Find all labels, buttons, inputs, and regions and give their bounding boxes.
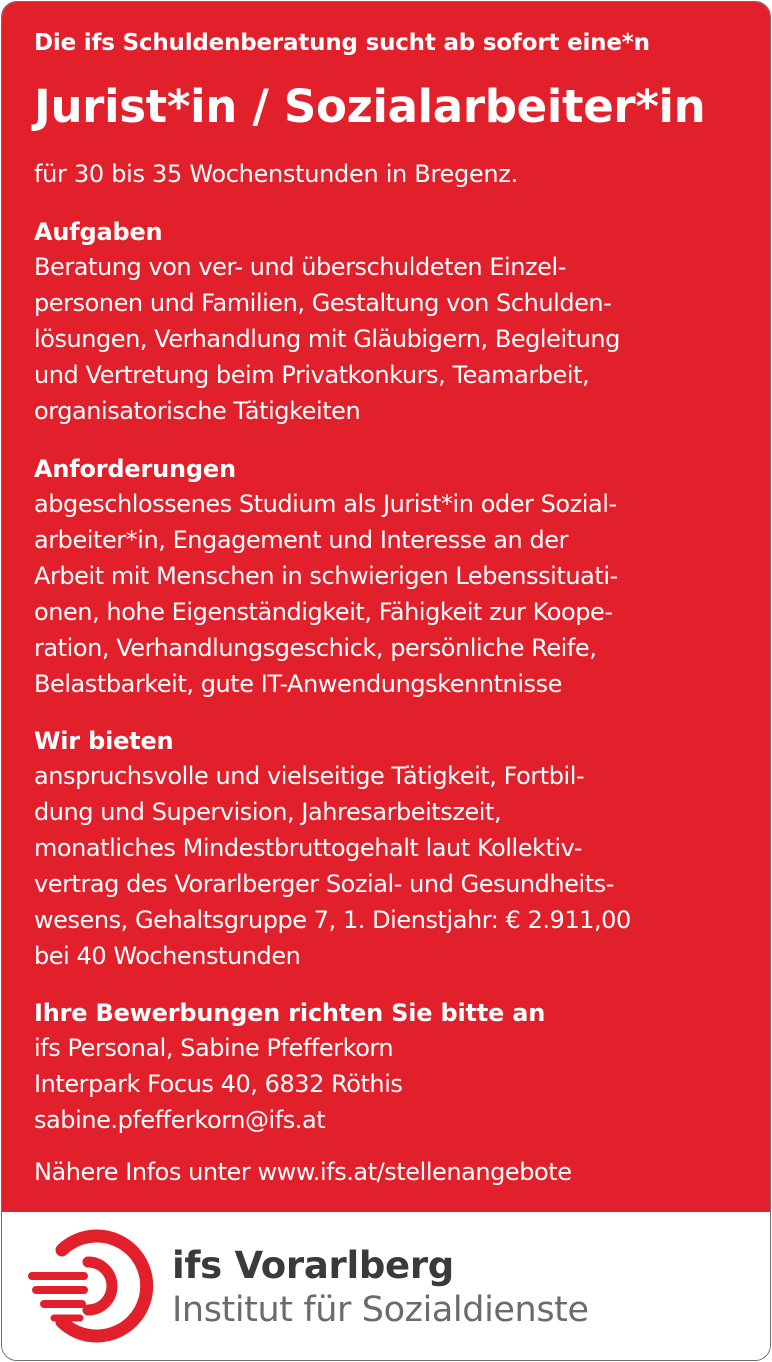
footer-branding <box>2 1212 770 1360</box>
section-wir-bieten <box>34 724 631 974</box>
section-line: dung und Supervision, Jahresarbeitszeit, <box>34 798 502 826</box>
org-subtitle: Institut für Sozialdienste <box>172 1290 589 1330</box>
section-aufgaben <box>34 215 620 429</box>
contact-email-link[interactable]: sabine.pfefferkorn@ifs.at <box>34 1106 326 1134</box>
contact-address: Interpark Focus 40, 6832 Röthis <box>34 1070 403 1098</box>
section-line: vertrag des Vorarlberger Sozial- und Gesundheits- <box>34 870 614 898</box>
section-line: Beratung von ver- und überschuldeten Einzel- <box>34 253 566 281</box>
section-bewerbung <box>34 996 545 1138</box>
section-line: arbeiter*in, Engagement und Interesse an der <box>34 526 569 554</box>
section-heading: Aufgaben <box>34 218 163 246</box>
section-line: organisatorische Tätigkeiten <box>34 397 361 425</box>
section-line: abgeschlossenes Studium als Jurist*in oder Sozial- <box>34 490 617 518</box>
section-line: personen und Familien, Gestaltung von Schulden- <box>34 289 612 317</box>
section-heading: Ihre Bewerbungen richten Sie bitte an <box>34 999 546 1027</box>
job-ad-panel <box>2 2 770 1212</box>
section-line: lösungen, Verhandlung mit Gläubigern, Begleitung <box>34 325 620 353</box>
section-line: anspruchsvolle und vielseitige Tätigkeit, Fortbil- <box>34 762 585 790</box>
section-heading: Anforderungen <box>34 455 236 483</box>
more-info-link[interactable]: Nähere Infos unter www.ifs.at/stellenangebote <box>34 1158 572 1186</box>
org-name: ifs Vorarlberg <box>172 1244 454 1287</box>
section-line: monatliches Mindestbruttogehalt laut Kollektiv- <box>34 834 582 862</box>
section-line: Arbeit mit Menschen in schwierigen Lebenssituati- <box>34 562 618 590</box>
section-line: wesens, Gehaltsgruppe 7, 1. Dienstjahr: € 2.911,00 <box>34 906 631 934</box>
section-anforderungen <box>34 452 618 702</box>
ad-subtitle: für 30 bis 35 Wochenstunden in Bregenz. <box>34 160 518 188</box>
ad-intro: Die ifs Schuldenberatung sucht ab sofort eine*n <box>34 30 650 56</box>
section-line: ration, Verhandlungsgeschick, persönliche Reife, <box>34 634 597 662</box>
section-line: bei 40 Wochenstunden <box>34 942 301 970</box>
section-heading: Wir bieten <box>34 727 174 755</box>
contact-name: ifs Personal, Sabine Pfefferkorn <box>34 1034 394 1062</box>
job-ad-card <box>1 1 771 1361</box>
ad-title: Jurist*in / Sozialarbeiter*in <box>34 80 706 133</box>
section-line: und Vertretung beim Privatkonkurs, Teamarbeit, <box>34 361 590 389</box>
ifs-hand-logo-icon <box>22 1226 162 1346</box>
section-line: onen, hohe Eigenständigkeit, Fähigkeit zur Koope- <box>34 598 613 626</box>
section-line: Belastbarkeit, gute IT-Anwendungskenntnisse <box>34 670 562 698</box>
